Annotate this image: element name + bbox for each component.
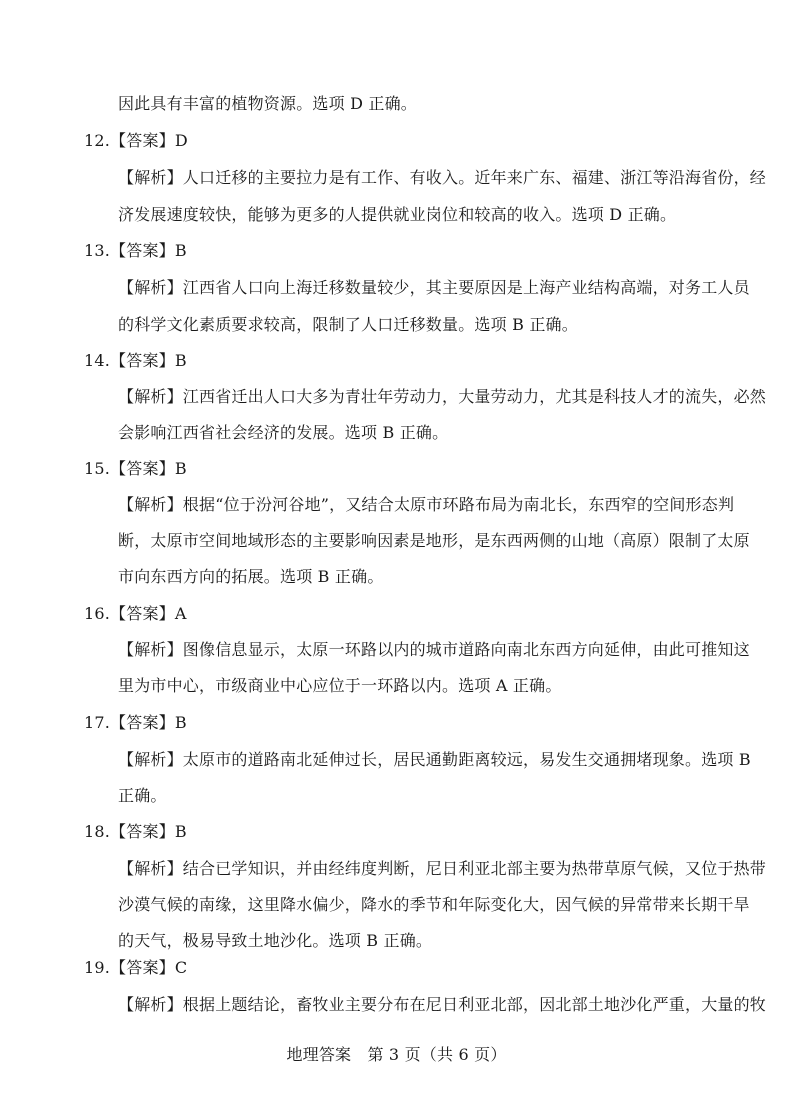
explanation-line: 【解析】根据上题结论，畜牧业主要分布在尼日利亚北部，因北部土地沙化严重，大量的牧 bbox=[118, 995, 767, 1014]
answer-heading: 17.【答案】B bbox=[84, 713, 187, 732]
answer-heading: 15.【答案】B bbox=[84, 459, 187, 478]
explanation-line: 的天气，极易导致土地沙化。选项 B 正确。 bbox=[118, 931, 433, 950]
answer-heading: 12.【答案】D bbox=[84, 131, 188, 150]
answer-heading: 18.【答案】B bbox=[84, 822, 187, 841]
explanation-line: 【解析】结合已学知识，并由经纬度判断，尼日利亚北部主要为热带草原气候，又位于热带 bbox=[118, 859, 767, 878]
answer-heading: 14.【答案】B bbox=[84, 351, 187, 370]
answer-heading: 19.【答案】C bbox=[84, 958, 188, 977]
explanation-line: 的科学文化素质要求较高，限制了人口迁移数量。选项 B 正确。 bbox=[118, 315, 578, 334]
explanation-line: 【解析】太原市的道路南北延伸过长，居民通勤距离较远，易发生交通拥堵现象。选项 B bbox=[118, 750, 751, 769]
explanation-line: 【解析】人口迁移的主要拉力是有工作、有收入。近年来广东、福建、浙江等沿海省份，经 bbox=[118, 168, 767, 187]
explanation-line: 【解析】根据“位于汾河谷地”，又结合太原市环路布局为南北长，东西窄的空间形态判 bbox=[118, 495, 735, 514]
page-footer: 地理答案 第 3 页（共 6 页） bbox=[286, 1045, 507, 1064]
explanation-line: 市向东西方向的拓展。选项 B 正确。 bbox=[118, 567, 384, 586]
explanation-line: 会影响江西省社会经济的发展。选项 B 正确。 bbox=[118, 423, 449, 442]
explanation-line: 沙漠气候的南缘，这里降水偏少，降水的季节和年际变化大，因气候的异常带来长期干旱 bbox=[118, 895, 750, 914]
explanation-line: 【解析】图像信息显示，太原一环路以内的城市道路向南北东西方向延伸，由此可推知这 bbox=[118, 640, 750, 659]
explanation-line: 济发展速度较快，能够为更多的人提供就业岗位和较高的收入。选项 D 正确。 bbox=[118, 205, 677, 224]
explanation-line: 断，太原市空间地域形态的主要影响因素是地形，是东西两侧的山地（高原）限制了太原 bbox=[118, 531, 750, 550]
explanation-line: 因此具有丰富的植物资源。选项 D 正确。 bbox=[118, 94, 418, 113]
explanation-line: 【解析】江西省人口向上海迁移数量较少，其主要原因是上海产业结构高端，对务工人员 bbox=[118, 278, 750, 297]
explanation-line: 里为市中心，市级商业中心应位于一环路以内。选项 A 正确。 bbox=[118, 676, 562, 695]
answer-heading: 13.【答案】B bbox=[84, 241, 187, 260]
explanation-line: 【解析】江西省迁出人口大多为青壮年劳动力，大量劳动力，尤其是科技人才的流失，必然 bbox=[118, 387, 767, 406]
explanation-line: 正确。 bbox=[118, 786, 167, 805]
answer-heading: 16.【答案】A bbox=[84, 604, 187, 623]
